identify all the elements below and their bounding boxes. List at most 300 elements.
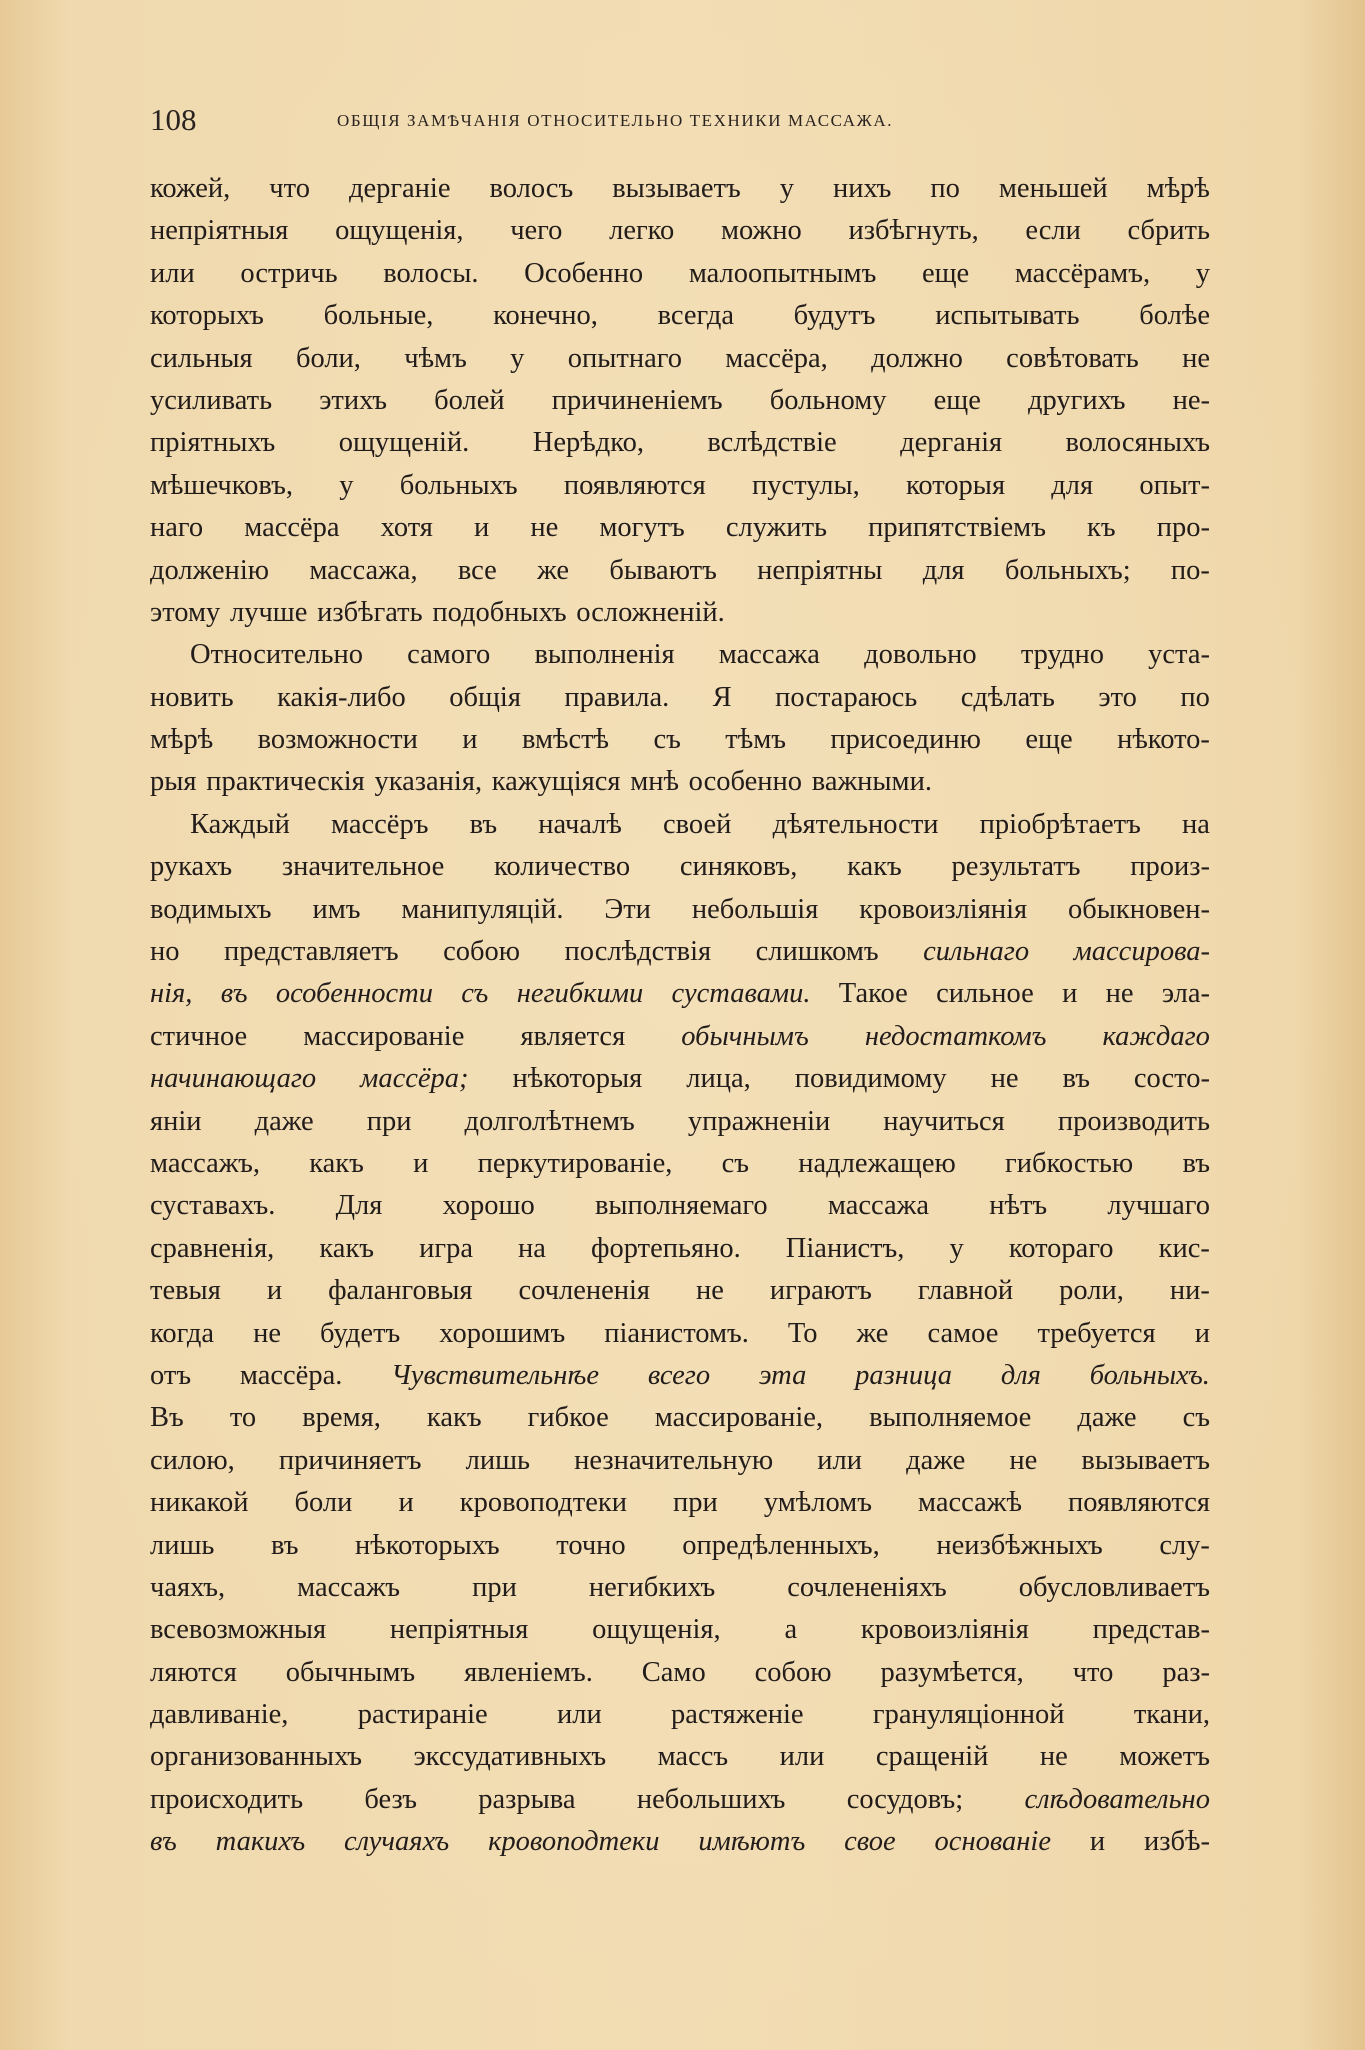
text-line xyxy=(150,1821,1210,1863)
word: упражненіи xyxy=(687,1105,831,1137)
word: лишь xyxy=(465,1444,531,1476)
word: тѣмъ xyxy=(725,724,786,756)
word: нія, xyxy=(150,978,193,1010)
word: должно xyxy=(871,342,963,374)
word: въ xyxy=(150,1826,177,1858)
word: этому xyxy=(150,596,221,628)
word: еще xyxy=(921,257,970,289)
word: Я xyxy=(712,681,732,713)
word: кровоизліянія xyxy=(859,893,1028,925)
word: будутъ xyxy=(793,300,876,332)
word: состо- xyxy=(1133,1063,1210,1095)
word: раз- xyxy=(1162,1656,1210,1688)
word: будетъ xyxy=(320,1317,401,1349)
word: вслѣдствіе xyxy=(707,427,837,459)
word: слишкомъ xyxy=(755,936,879,968)
word: ни- xyxy=(1169,1275,1210,1307)
text-line xyxy=(150,761,1210,803)
word: имъ xyxy=(312,893,361,925)
word: избѣгать xyxy=(317,596,423,628)
word: сильныя xyxy=(150,342,253,374)
word: появляются xyxy=(1068,1487,1210,1519)
text-line xyxy=(150,1101,1210,1143)
text-line xyxy=(150,931,1210,973)
word: эта xyxy=(758,1359,807,1391)
word: и xyxy=(1194,1317,1210,1349)
text-line xyxy=(150,973,1210,1015)
word: Нерѣдко, xyxy=(532,427,644,459)
word: точно xyxy=(556,1529,626,1561)
word: въ xyxy=(1062,1063,1090,1095)
word: же xyxy=(537,554,570,586)
page-number: 108 xyxy=(150,102,197,137)
word: началѣ xyxy=(538,808,622,840)
word: гибкостью xyxy=(1005,1147,1134,1179)
text-line xyxy=(150,846,1210,888)
word: и xyxy=(474,512,490,544)
word: незначительную xyxy=(574,1444,774,1476)
word: и xyxy=(413,1147,429,1179)
word: или xyxy=(817,1444,862,1476)
word: легко xyxy=(609,215,675,247)
word: экссудативныхъ xyxy=(413,1741,607,1773)
word: не xyxy=(696,1275,724,1307)
word: даже xyxy=(1077,1402,1137,1434)
word: въ xyxy=(1182,1147,1210,1179)
word: не xyxy=(990,1063,1019,1095)
word: массёра, xyxy=(725,342,828,374)
text-line xyxy=(150,1440,1210,1482)
word: сосудовъ; xyxy=(846,1783,964,1815)
word: манипуляцій. xyxy=(401,893,564,925)
word: конечно, xyxy=(493,300,598,332)
word: требуется xyxy=(1037,1317,1156,1349)
word: пріятныхъ xyxy=(150,427,276,459)
word: гибкое xyxy=(527,1402,609,1434)
word: сравненія, xyxy=(150,1232,275,1264)
word: при xyxy=(366,1105,412,1137)
word: самое xyxy=(927,1317,999,1349)
word: возможности xyxy=(257,724,418,756)
word: этихъ xyxy=(319,384,388,416)
word: массёра. xyxy=(239,1359,343,1391)
word: происходить xyxy=(150,1783,304,1815)
word: меньшей xyxy=(998,173,1108,204)
word: слу- xyxy=(1159,1529,1210,1561)
word: съ xyxy=(653,724,681,756)
word: каждаго xyxy=(1102,1020,1210,1052)
word: въ xyxy=(270,1529,299,1561)
word: сильное xyxy=(936,978,1034,1010)
word: мѣшечковъ, xyxy=(150,469,293,501)
text-line xyxy=(150,1609,1210,1651)
word: результатъ xyxy=(951,851,1081,883)
word: волосъ xyxy=(489,173,574,204)
word: выполненія xyxy=(534,639,675,671)
word: избѣ- xyxy=(1143,1826,1210,1858)
word: послѣдствія xyxy=(564,936,712,968)
word: самого xyxy=(407,639,491,671)
text-line xyxy=(150,889,1210,931)
word: массажа xyxy=(827,1190,929,1222)
word: массёра; xyxy=(360,1063,469,1095)
word: хорошимъ xyxy=(439,1317,566,1349)
word: умѣломъ xyxy=(763,1487,872,1519)
word: рукахъ xyxy=(150,851,233,883)
word: особенно xyxy=(688,766,803,798)
word: хотя xyxy=(380,512,433,544)
word: главной xyxy=(917,1275,1014,1307)
word: довольно xyxy=(864,639,977,671)
word: по xyxy=(1180,681,1210,713)
word: нѣкоторыхъ xyxy=(355,1529,500,1561)
word: или xyxy=(557,1699,602,1731)
word: больныхъ xyxy=(399,469,518,501)
word: негибкими xyxy=(516,978,644,1010)
word: про- xyxy=(1156,512,1210,544)
text-line xyxy=(150,422,1210,464)
word: появляются xyxy=(563,469,706,501)
word: количество xyxy=(494,851,631,883)
word: является xyxy=(520,1020,626,1052)
word: ощущеній. xyxy=(338,427,470,459)
word: разумѣется, xyxy=(880,1656,1024,1688)
text-line xyxy=(150,1694,1210,1736)
word: ляются xyxy=(150,1656,237,1688)
word: бываютъ xyxy=(609,554,717,586)
word: практическія xyxy=(206,766,365,798)
word: кровоподтеки xyxy=(459,1487,627,1519)
word: лица, xyxy=(686,1063,751,1095)
word: чего xyxy=(510,215,563,247)
word: вызываетъ xyxy=(1081,1444,1210,1476)
word: боли, xyxy=(295,342,361,374)
text-line xyxy=(150,1355,1210,1397)
word: все xyxy=(457,554,497,586)
word: при xyxy=(673,1487,718,1519)
word: кис- xyxy=(1158,1232,1210,1264)
word: долженію xyxy=(150,554,270,586)
word: нѣкоторыя xyxy=(512,1063,643,1095)
word: Само xyxy=(641,1656,706,1688)
text-line xyxy=(150,1525,1210,1567)
word: организованныхъ xyxy=(150,1741,362,1773)
word: когда xyxy=(150,1317,215,1349)
word: остричь xyxy=(240,257,338,289)
word: какъ xyxy=(319,1232,375,1264)
word: общія xyxy=(449,681,521,713)
word: а xyxy=(784,1614,798,1646)
word: Особенно xyxy=(524,257,644,289)
word: обусловливаетъ xyxy=(1018,1571,1210,1603)
word: опредѣленныхъ, xyxy=(682,1529,880,1561)
word: Каждый xyxy=(190,808,290,840)
word: эла- xyxy=(1161,978,1210,1010)
word: надлежащею xyxy=(798,1147,956,1179)
word: собою xyxy=(754,1656,832,1688)
word: постараюсь xyxy=(775,681,918,713)
word: кровоподтеки xyxy=(488,1826,660,1858)
word: даже xyxy=(906,1444,966,1476)
word: по xyxy=(930,173,960,204)
body-text xyxy=(150,168,1210,1864)
word: суставами. xyxy=(671,978,811,1010)
word: какія-либо xyxy=(277,681,406,713)
text-line xyxy=(150,592,1210,634)
word: сбрить xyxy=(1127,215,1210,247)
word: ощущенія, xyxy=(335,215,464,247)
word: кровоизліянія xyxy=(860,1614,1029,1646)
word: разрыва xyxy=(478,1783,576,1815)
word: и xyxy=(1089,1826,1106,1858)
word: непріятны xyxy=(757,554,883,586)
word: и xyxy=(1062,978,1078,1010)
text-line xyxy=(150,1652,1210,1694)
word: новить xyxy=(150,681,234,713)
word: массёръ xyxy=(331,808,429,840)
word: же xyxy=(856,1317,889,1349)
word: небольшихъ xyxy=(636,1783,786,1815)
word: мнѣ xyxy=(630,766,679,798)
word: никакой xyxy=(150,1487,249,1519)
text-line xyxy=(150,634,1210,676)
word: разница xyxy=(855,1359,952,1391)
word: или xyxy=(779,1741,825,1773)
word: выполняемаго xyxy=(594,1190,768,1222)
word: трудно xyxy=(1020,639,1104,671)
word: представляетъ xyxy=(223,936,399,968)
word: не xyxy=(530,512,559,544)
word: сильнаго xyxy=(923,936,1030,968)
word: у xyxy=(779,173,795,204)
word: съ xyxy=(721,1147,750,1179)
word: не xyxy=(1039,1741,1068,1773)
word: то xyxy=(229,1402,257,1434)
word: въ xyxy=(469,808,498,840)
word: для xyxy=(1000,1359,1041,1391)
word: синяковъ, xyxy=(679,851,798,883)
word: не xyxy=(1009,1444,1038,1476)
word: начинающаго xyxy=(150,1063,317,1095)
text-line xyxy=(150,1779,1210,1821)
word: дерганія xyxy=(900,427,1003,459)
word: присоединю xyxy=(830,724,981,756)
word: рыя xyxy=(150,766,197,798)
word: но xyxy=(150,936,180,968)
word: перкутированіе, xyxy=(477,1147,673,1179)
word: грануляціонной xyxy=(872,1699,1065,1731)
word: указанія, xyxy=(374,766,483,798)
word: производить xyxy=(1057,1105,1210,1137)
word: безъ xyxy=(364,1783,417,1815)
word: выполняемое xyxy=(869,1402,1032,1434)
word: въ xyxy=(220,978,248,1010)
word: всего xyxy=(647,1359,711,1391)
word: больныхъ. xyxy=(1089,1359,1210,1391)
word: у xyxy=(339,469,354,501)
word: научиться xyxy=(883,1105,1005,1137)
word: растяженіе xyxy=(671,1699,804,1731)
word: вызываетъ xyxy=(612,173,741,204)
word: Такое xyxy=(838,978,908,1010)
word: по- xyxy=(1170,554,1210,586)
word: суставахъ. xyxy=(150,1190,276,1222)
text-line xyxy=(150,1143,1210,1185)
word: дѣятельности xyxy=(772,808,939,840)
word: долголѣтнемъ xyxy=(464,1105,635,1137)
word: волосяныхъ xyxy=(1065,427,1210,459)
word: усиливать xyxy=(150,384,273,416)
word: стичное xyxy=(150,1020,248,1052)
word: испытывать xyxy=(935,300,1080,332)
word: массажъ, xyxy=(150,1147,260,1179)
word: которыхъ xyxy=(150,300,264,332)
word: растираніе xyxy=(357,1699,488,1731)
word: съ xyxy=(461,978,489,1010)
word: сдѣлать xyxy=(960,681,1055,713)
text-line xyxy=(150,168,1210,210)
word: болѣе xyxy=(1139,300,1210,332)
word: представ- xyxy=(1092,1614,1210,1646)
word: нѣтъ xyxy=(989,1190,1048,1222)
word: силою, xyxy=(150,1444,235,1476)
word: обычнымъ xyxy=(285,1656,416,1688)
word: Піанистъ, xyxy=(785,1232,905,1264)
word: чѣмъ xyxy=(404,342,467,374)
text-line xyxy=(150,1016,1210,1058)
text-line xyxy=(150,1736,1210,1778)
word: случаяхъ xyxy=(344,1826,450,1858)
word: игра xyxy=(419,1232,473,1264)
word: яніи xyxy=(150,1105,202,1137)
running-head xyxy=(150,100,1210,140)
word: для xyxy=(922,554,965,586)
word: малоопытнымъ xyxy=(688,257,877,289)
word: служить xyxy=(725,512,828,544)
word: повидимому xyxy=(794,1063,947,1095)
word: или xyxy=(150,257,195,289)
word: еще xyxy=(1025,724,1073,756)
word: ткани, xyxy=(1133,1699,1210,1731)
word: больному xyxy=(769,384,887,416)
word: не xyxy=(253,1317,282,1349)
word: не xyxy=(1105,978,1134,1010)
word: нихъ xyxy=(833,173,892,204)
word: играютъ xyxy=(769,1275,872,1307)
text-line xyxy=(150,1397,1210,1439)
word: Въ xyxy=(150,1402,184,1434)
text-line xyxy=(150,380,1210,422)
word: фортепьяно. xyxy=(591,1232,741,1264)
word: массажъ xyxy=(297,1571,401,1603)
word: массирова- xyxy=(1073,936,1210,968)
text-line xyxy=(150,677,1210,719)
word: собою xyxy=(443,936,521,968)
word: массажа xyxy=(718,639,820,671)
word: на xyxy=(1182,808,1210,840)
text-line xyxy=(150,295,1210,337)
word: обычнымъ xyxy=(681,1020,809,1052)
word: массёрамъ, xyxy=(1014,257,1151,289)
word: массъ xyxy=(657,1741,729,1773)
word: могутъ xyxy=(599,512,685,544)
word: еще xyxy=(933,384,981,416)
word: чаяхъ, xyxy=(150,1571,226,1603)
word: такихъ xyxy=(215,1826,306,1858)
word: лишь xyxy=(150,1529,215,1561)
word: вмѣстѣ xyxy=(521,724,610,756)
word: массажѣ xyxy=(918,1487,1022,1519)
word: мѣрѣ xyxy=(1146,173,1210,204)
word: больныхъ; xyxy=(1004,554,1131,586)
text-line xyxy=(150,210,1210,252)
text-line xyxy=(150,550,1210,592)
word: опыт- xyxy=(1139,469,1210,501)
word: причиняетъ xyxy=(278,1444,422,1476)
word: массированіе, xyxy=(654,1402,824,1434)
word: боли xyxy=(294,1487,353,1519)
word: у xyxy=(1195,257,1210,289)
word: если xyxy=(1025,215,1081,247)
word: правила. xyxy=(564,681,670,713)
word: на xyxy=(518,1232,546,1264)
word: наго xyxy=(150,512,204,544)
word: пріобрѣтаетъ xyxy=(979,808,1141,840)
word: для xyxy=(1051,469,1094,501)
word: негибкихъ xyxy=(588,1571,716,1603)
word: не xyxy=(1182,342,1210,374)
word: Эти xyxy=(604,893,651,925)
word: можно xyxy=(720,215,802,247)
word: припятствіемъ xyxy=(868,512,1046,544)
word: обыкновен- xyxy=(1068,893,1210,925)
word: особенности xyxy=(275,978,433,1010)
word: можетъ xyxy=(1119,1741,1210,1773)
word: сочлененіяхъ xyxy=(787,1571,947,1603)
word: совѣтовать xyxy=(1006,342,1139,374)
word: къ xyxy=(1087,512,1116,544)
word: время, xyxy=(302,1402,381,1434)
word: подобныхъ xyxy=(432,596,567,628)
word: волосы. xyxy=(383,257,479,289)
word: не- xyxy=(1172,384,1210,416)
word: роли, xyxy=(1059,1275,1124,1307)
word: и xyxy=(398,1487,414,1519)
word: массажа, xyxy=(309,554,418,586)
word: своей xyxy=(663,808,732,840)
word: свое xyxy=(844,1826,896,1858)
text-line xyxy=(150,1058,1210,1100)
word: небольшія xyxy=(691,893,819,925)
word: всегда xyxy=(657,300,734,332)
word: и xyxy=(266,1275,283,1307)
text-line xyxy=(150,507,1210,549)
word: лучшаго xyxy=(1107,1190,1210,1222)
word: Чувствительнѣе xyxy=(391,1359,600,1391)
word: тевыя xyxy=(150,1275,221,1307)
text-line xyxy=(150,1228,1210,1270)
word: что xyxy=(269,173,310,204)
word: уста- xyxy=(1148,639,1210,671)
word: кажущіяся xyxy=(491,766,621,798)
word: произ- xyxy=(1130,851,1210,883)
word: неизбѣжныхъ xyxy=(936,1529,1103,1561)
word: лучше xyxy=(230,596,308,628)
text-line xyxy=(150,1482,1210,1524)
word: при xyxy=(472,1571,517,1603)
word: другихъ xyxy=(1028,384,1126,416)
word: фаланговыя xyxy=(328,1275,473,1307)
